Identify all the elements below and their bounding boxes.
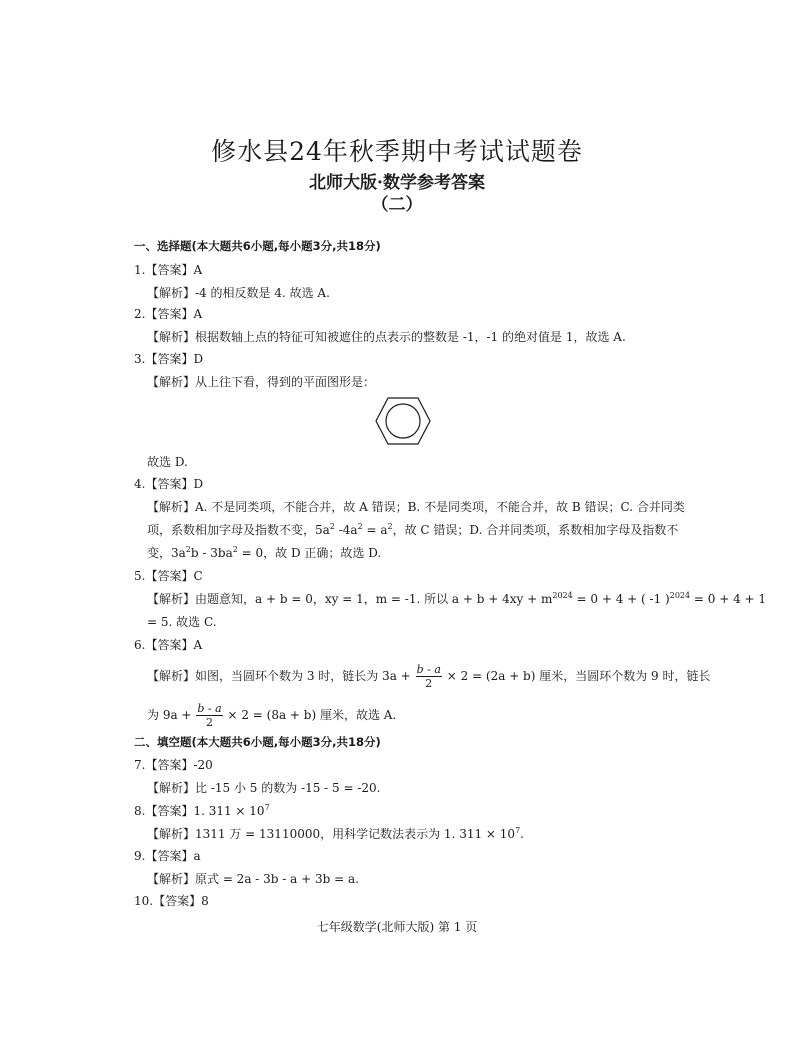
q5-answer: 5.【答案】C [134,569,203,583]
q4-analysis-line2: 项，系数相加字母及指数不变，$5a^2$ $-4a^2 = a^2$，故 C 错误；D. 合并同类项，系数相加字母及指数不 [147,522,679,537]
q2-answer: 2.【答案】A [134,307,203,321]
q8-answer: 8.【答案】1. $311 \times 10^7$ [134,803,270,818]
section-heading-choice: 一、选择题(本大题共6小题,每小题3分,共18分) [134,239,381,253]
section-heading-fill: 二、填空题(本大题共6小题,每小题3分,共18分) [134,735,381,749]
q1-answer: 1.【答案】A [134,263,203,277]
q6-analysis-line1: 【解析】如图，当圆环个数为 3 时，链长为 3a + $\frac{b - a}{2}$ × 2 = (2a + b) 厘米，当圆环个数为 9 时，链长 [147,663,711,690]
fraction: $\frac{b - a}{2}$ [197,702,222,729]
page-footer: 七年级数学(北师大版) 第 1 页 [316,920,478,934]
fraction: $\frac{b - a}{2}$ [416,663,441,690]
part-label: （二） [371,195,423,215]
q3-answer: 3.【答案】D [134,352,204,366]
q4-analysis-line3: 变，$3a^2b - 3ba^2 = 0$，故 D 正确；故选 D. [147,545,382,560]
q3-conclusion: 故选 D. [147,455,188,469]
q4-answer: 4.【答案】D [134,477,204,491]
page-subtitle: 北师大版·数学参考答案 [309,173,485,193]
q6-answer: 6.【答案】A [134,638,203,652]
q5-analysis-line1: 【解析】由题意知，a + b = 0，xy = 1，m = -1. 所以 $a + b + 4xy + m^{2024} = 0 + 4$ + ( -1 )$^{2024}$ = 0 + 4 + 1 [147,591,767,606]
q4-analysis-line1: 【解析】A. 不是同类项，不能合并，故 A 错误；B. 不是同类项，不能合并，故 B 错误；C. 合并同类 [147,500,685,514]
q1-analysis: 【解析】-4 的相反数是 4. 故选 A. [147,286,330,300]
q6-analysis-line2: 为 9a + $\frac{b - a}{2}$ × 2 = (8a + b) 厘米，故选 A. [147,702,397,729]
q7-analysis: 【解析】比 -15 小 5 的数为 -15 - 5 = -20. [147,781,381,795]
q2-analysis: 【解析】根据数轴上点的特征可知被遮住的点表示的整数是 -1，-1 的绝对值是 1，故选 A. [147,330,626,344]
q10-answer: 10.【答案】8 [134,894,209,908]
q5-analysis-line2: = 5. 故选 C. [147,615,217,629]
q9-answer: 9.【答案】a [134,849,201,863]
q8-analysis: 【解析】1311 万 = 13110000，用科学记数法表示为 1. $311 \times 10^7$. [147,826,524,841]
hexagon-circle-figure [372,396,434,446]
page-title: 修水县24年秋季期中考试试题卷 [211,137,583,166]
q9-analysis: 【解析】原式 = 2a - 3b - a + 3b = a. [147,872,359,886]
q7-answer: 7.【答案】-20 [134,758,213,772]
q3-analysis: 【解析】从上往下看，得到的平面图形是： [147,375,376,389]
